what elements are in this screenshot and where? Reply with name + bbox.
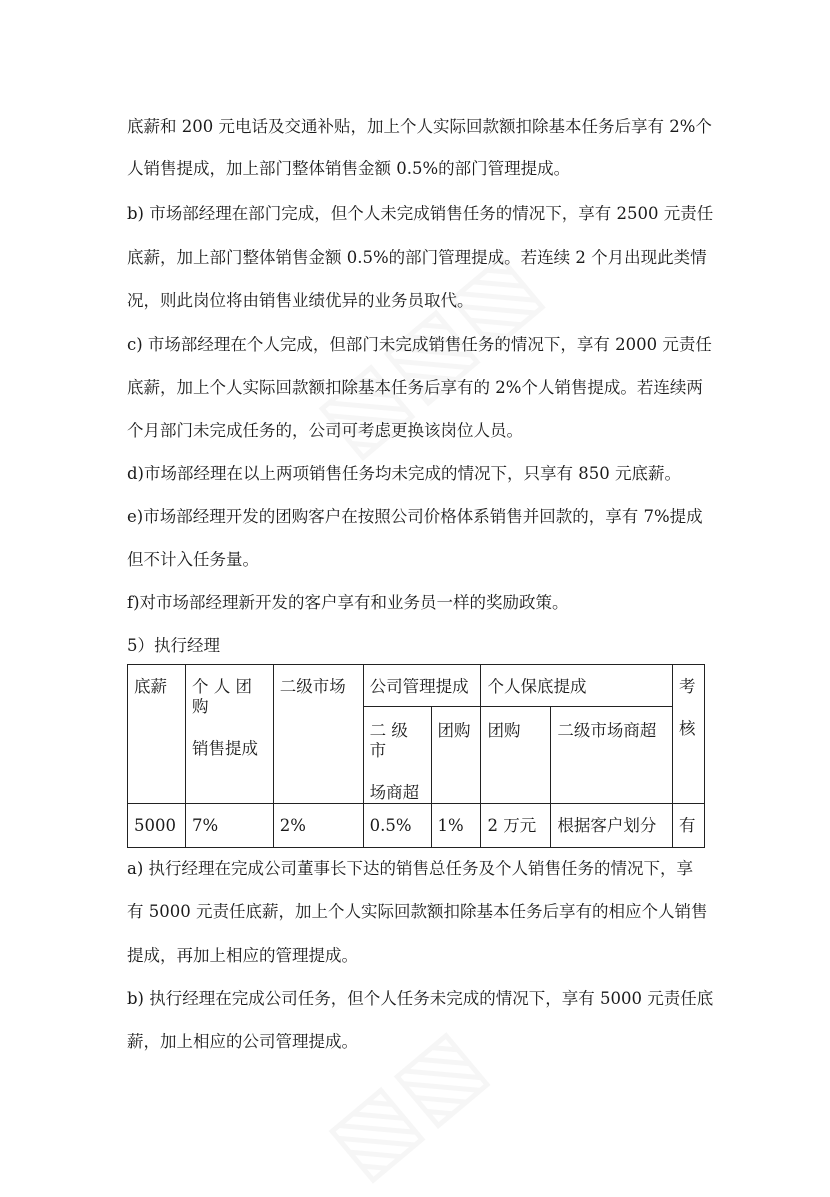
header-assess: 考 核 (672, 665, 704, 804)
table-cell: 1% (431, 804, 481, 848)
paragraph-line: 况，则此岗位将由销售业绩优异的业务员取代。 (127, 291, 474, 310)
table-cell: 2 万元 (481, 804, 551, 848)
paragraph-line: 个月部门未完成任务的，公司可考虑更换该岗位人员。 (127, 421, 523, 440)
header-pb-second-market: 二级市场商超 (551, 707, 673, 804)
paragraph-line: 提成，再加上相应的管理提成。 (127, 946, 358, 965)
table-cell: 0.5% (363, 804, 431, 848)
paragraph-line: 人销售提成，加上部门整体销售金额 0.5%的部门管理提成。 (127, 159, 571, 178)
paragraph-line: 底薪，加上个人实际回款额扣除基本任务后享有的 2%个人销售提成。若连续两 (127, 378, 703, 397)
table-cell: 根据客户划分 (551, 804, 673, 848)
exec-manager-table (127, 664, 705, 848)
paragraph-line: 薪，加上相应的公司管理提成。 (127, 1032, 358, 1051)
paragraph-line: e)市场部经理开发的团购客户在按照公司价格体系销售并回款的，享有 7%提成 (127, 507, 703, 526)
header-pb-group: 团购 (481, 707, 551, 804)
paragraph-line: 有 5000 元责任底薪，加上个人实际回款额扣除基本任务后享有的相应个人销售 (127, 902, 708, 921)
paragraph-line: 但不计入任务量。 (127, 550, 259, 569)
paragraph-line: b) 市场部经理在部门完成，但个人未完成销售任务的情况下，享有 2500 元责任 (127, 204, 714, 223)
table-cell: 5000 (128, 804, 186, 848)
paragraph-line: c) 市场部经理在个人完成，但部门未完成销售任务的情况下，享有 2000 元责任 (127, 335, 712, 354)
paragraph-line: d)市场部经理在以上两项销售任务均未完成的情况下，只享有 850 元底薪。 (127, 464, 681, 483)
paragraph-line: 底薪，加上部门整体销售金额 0.5%的部门管理提成。若连续 2 个月出现此类情 (127, 248, 707, 267)
header-company-mgmt: 公司管理提成 (363, 665, 481, 707)
header-second-market: 二级市场 (273, 665, 363, 804)
header-cm-group: 团购 (431, 707, 481, 804)
paragraph-line: a) 执行经理在完成公司董事长下达的销售总任务及个人销售任务的情况下，享 (127, 859, 694, 878)
header-cm-second-market: 二 级 市 场商超 (363, 707, 431, 804)
header-base: 底薪 (128, 665, 186, 804)
paragraph-line: 底薪和 200 元电话及交通补贴，加上个人实际回款额扣除基本任务后享有 2%个 (127, 117, 712, 136)
table-cell: 7% (185, 804, 273, 848)
table-cell: 有 (672, 804, 704, 848)
header-personal-base: 个人保底提成 (481, 665, 672, 707)
section-heading: 5）执行经理 (127, 636, 220, 655)
table-cell: 2% (273, 804, 363, 848)
paragraph-line: b) 执行经理在完成公司任务，但个人任务未完成的情况下，享有 5000 元责任底 (127, 989, 714, 1008)
paragraph-line: f)对市场部经理新开发的客户享有和业务员一样的奖励政策。 (127, 593, 569, 612)
header-personal-group: 个 人 团 购 销售提成 (185, 665, 273, 804)
